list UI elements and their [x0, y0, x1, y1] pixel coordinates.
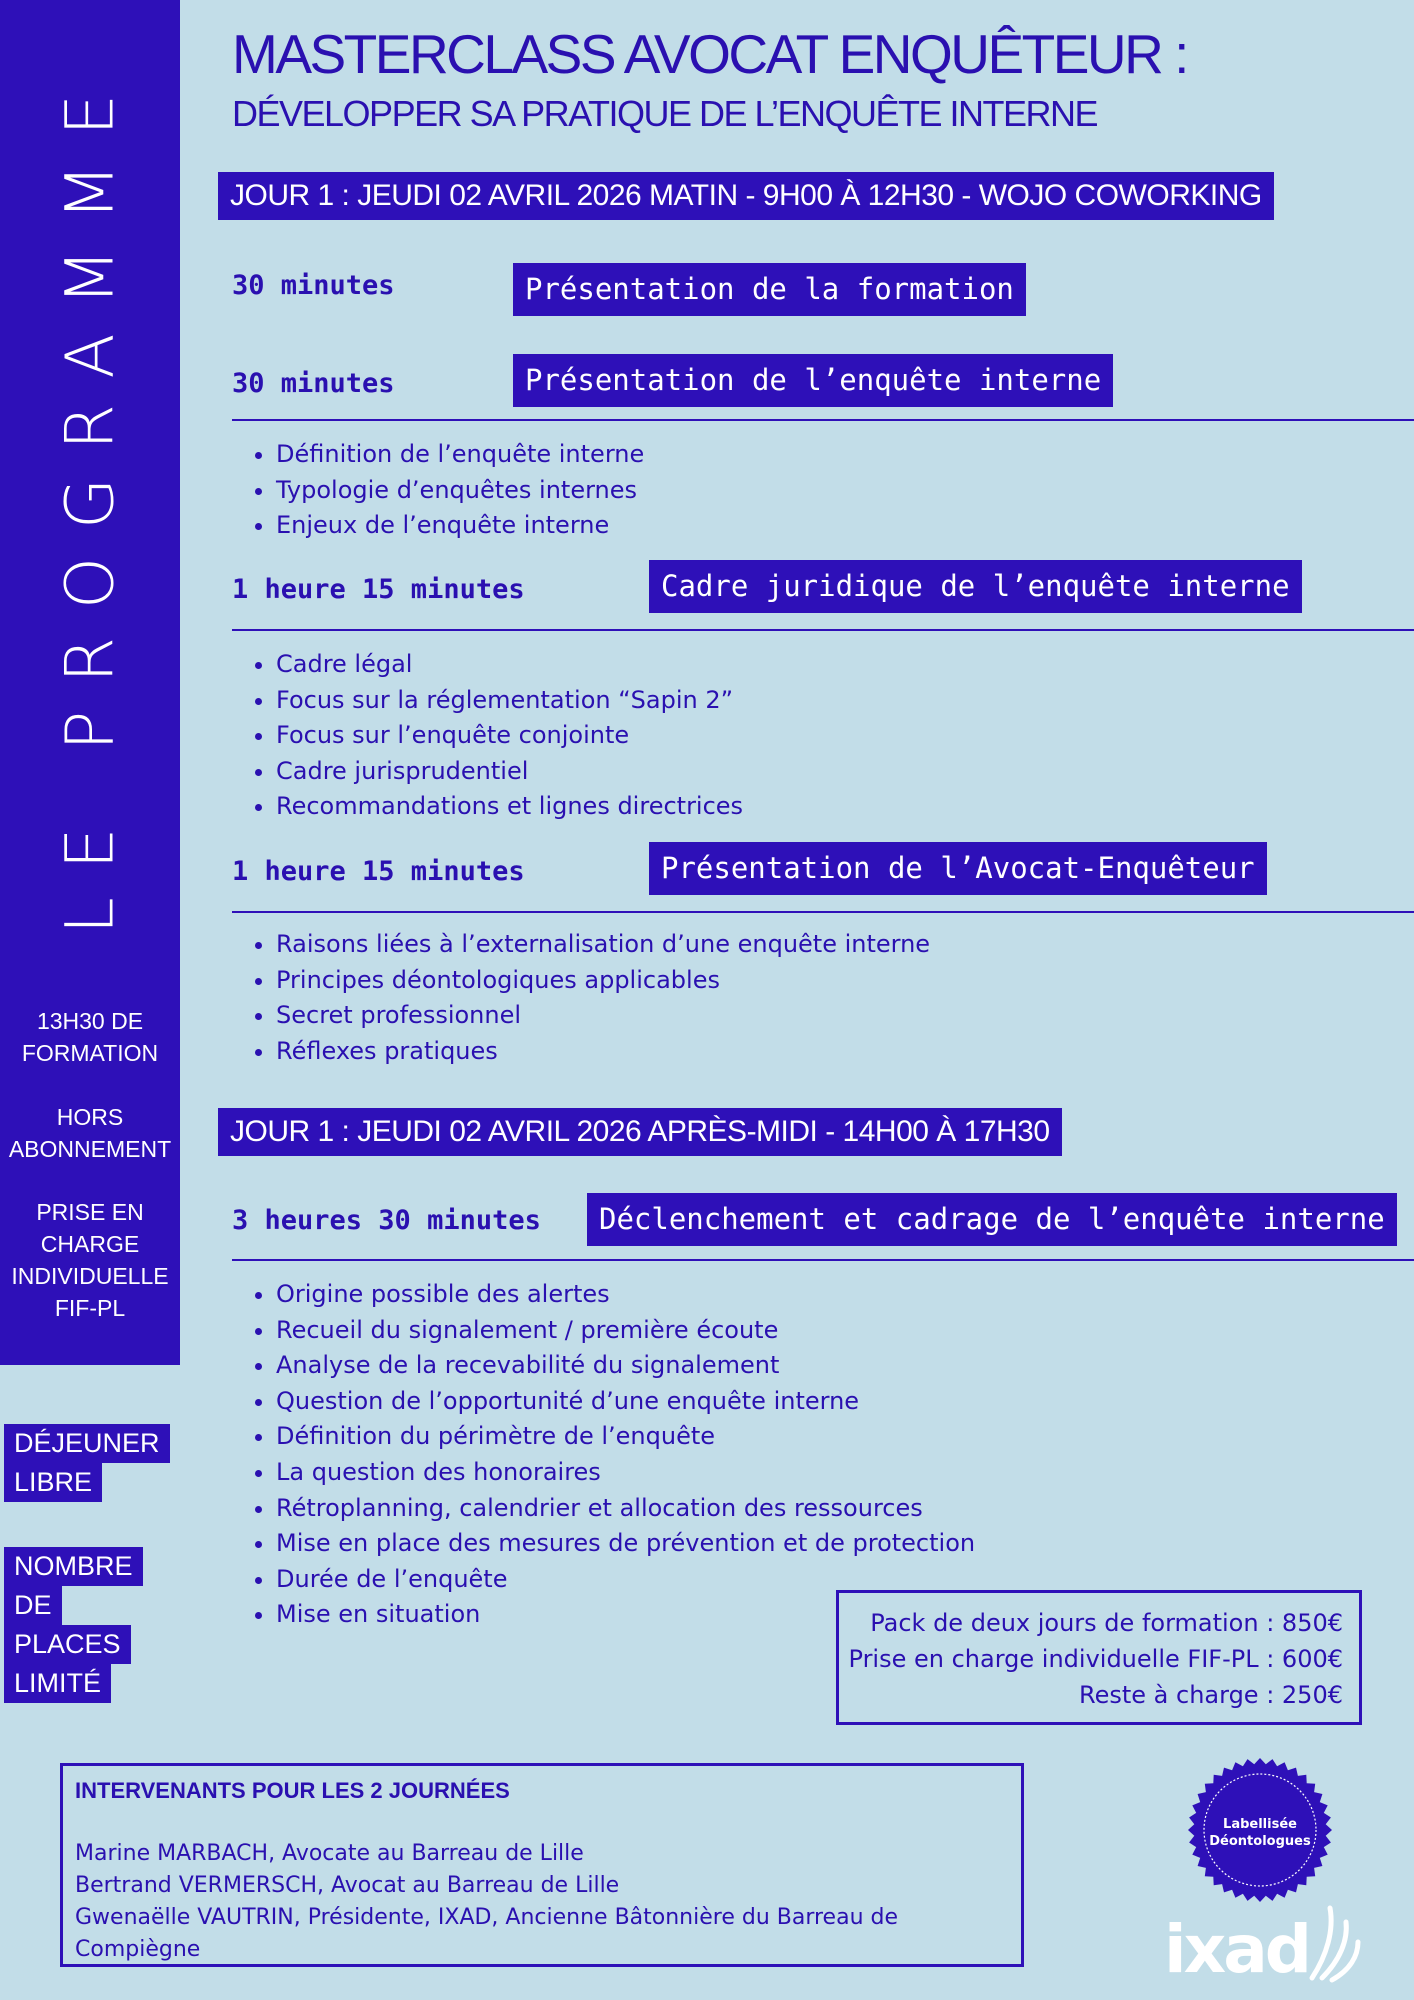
list-item: • Définition du périmètre de l’enquête — [276, 1419, 975, 1455]
session-title: Présentation de la formation — [513, 263, 1026, 316]
sidebar — [0, 0, 180, 1365]
divider — [232, 419, 1414, 421]
ixad-logo — [1162, 1900, 1362, 1990]
places-line: LIMITÉ — [4, 1664, 111, 1703]
note-line: ABONNEMENT — [8, 1136, 172, 1162]
page-subtitle: DÉVELOPPER SA PRATIQUE DE L’ENQUÊTE INTERNE — [232, 93, 1098, 134]
session-topics — [232, 437, 644, 544]
price-line: Pack de deux jours de formation : 850€ — [870, 1609, 1343, 1637]
seal-line: Déontologues — [1209, 1834, 1311, 1849]
lunch-line: DÉJEUNER — [4, 1424, 170, 1463]
speaker: Gwenaëlle VAUTRIN, Présidente, IXAD, Ancienne Bâtonnière du Barreau de Compiègne — [75, 1905, 899, 1962]
price-line: Reste à charge : 250€ — [1079, 1681, 1343, 1709]
session-topics — [232, 1277, 975, 1633]
speakers-box — [60, 1763, 1024, 1967]
session-duration: 1 heure 15 minutes — [232, 574, 525, 605]
list-item: • Focus sur l’enquête conjointe — [276, 718, 743, 754]
places-line: NOMBRE — [4, 1547, 143, 1586]
session-title: Cadre juridique de l’enquête interne — [649, 560, 1302, 613]
day-banner-morning: JOUR 1 : JEUDI 02 AVRIL 2026 MATIN - 9H00 À 12H30 - WOJO COWORKING — [218, 172, 1274, 220]
session-duration: 30 minutes — [232, 270, 395, 301]
list-item: • Rétroplanning, calendrier et allocation des ressources — [276, 1491, 975, 1527]
limited-places-tag — [4, 1547, 143, 1703]
list-item: • Recommandations et lignes directrices — [276, 789, 743, 825]
subscription-note — [0, 1101, 180, 1165]
session-duration: 3 heures 30 minutes — [232, 1205, 541, 1236]
vertical-title: LE PROGRAMME — [51, 65, 129, 935]
divider — [232, 911, 1414, 913]
session-duration: 30 minutes — [232, 368, 395, 399]
list-item: • Définition de l’enquête interne — [276, 437, 644, 473]
places-line: DE — [4, 1586, 62, 1625]
list-item: • Réflexes pratiques — [276, 1034, 930, 1070]
speaker: Marine MARBACH, Avocate au Barreau de Lille — [75, 1841, 584, 1866]
places-line: PLACES — [4, 1625, 131, 1664]
session-title: Déclenchement et cadrage de l’enquête interne — [587, 1193, 1397, 1246]
session-title: Présentation de l’Avocat-Enquêteur — [649, 842, 1267, 895]
list-item: • La question des honoraires — [276, 1455, 975, 1491]
session-topics — [232, 927, 930, 1069]
logo-leaf-icon — [1312, 1908, 1358, 1980]
list-item: • Secret professionnel — [276, 998, 930, 1034]
pricing-box — [836, 1590, 1362, 1725]
list-item: • Question de l’opportunité d’une enquête interne — [276, 1384, 975, 1420]
logo-text: ixad — [1164, 1911, 1309, 1988]
session-title: Présentation de l’enquête interne — [513, 354, 1113, 407]
session-topics — [232, 647, 743, 825]
list-item: • Mise en place des mesures de prévention et de protection — [276, 1526, 975, 1562]
note-line: CHARGE — [40, 1231, 140, 1257]
note-line: HORS — [56, 1104, 124, 1130]
lunch-tag — [4, 1424, 170, 1502]
list-item: • Cadre légal — [276, 647, 743, 683]
note-line: INDIVIDUELLE — [11, 1263, 169, 1289]
speakers-heading: INTERVENANTS POUR LES 2 JOURNÉES — [75, 1778, 510, 1803]
day-banner-afternoon: JOUR 1 : JEUDI 02 AVRIL 2026 APRÈS-MIDI - 14H00 À 17H30 — [218, 1108, 1062, 1156]
divider — [232, 1259, 1414, 1261]
list-item: • Analyse de la recevabilité du signalement — [276, 1348, 975, 1384]
list-item: • Recueil du signalement / première écoute — [276, 1313, 975, 1349]
price-line: Prise en charge individuelle FIF-PL : 600€ — [848, 1645, 1343, 1673]
session-duration: 1 heure 15 minutes — [232, 856, 525, 887]
note-line: FIF-PL — [54, 1295, 126, 1321]
list-item: • Durée de l’enquête — [276, 1562, 975, 1598]
lunch-line: LIBRE — [4, 1463, 102, 1502]
training-hours-note — [0, 1005, 180, 1069]
list-item: • Cadre jurisprudentiel — [276, 754, 743, 790]
list-item: • Focus sur la réglementation “Sapin 2” — [276, 683, 743, 719]
list-item: • Origine possible des alertes — [276, 1277, 975, 1313]
list-item: • Raisons liées à l’externalisation d’une enquête interne — [276, 927, 930, 963]
note-line: FORMATION — [21, 1040, 159, 1066]
label-seal-badge — [1187, 1757, 1333, 1903]
list-item: • Typologie d’enquêtes internes — [276, 473, 644, 509]
page-title: MASTERCLASS AVOCAT ENQUÊTEUR : — [232, 23, 1187, 85]
divider — [232, 629, 1414, 631]
note-line: PRISE EN — [36, 1199, 144, 1225]
seal-line: Labellisée — [1223, 1817, 1297, 1832]
note-line: 13H30 DE — [36, 1008, 144, 1034]
list-item: • Enjeux de l’enquête interne — [276, 508, 644, 544]
funding-note — [0, 1196, 180, 1324]
list-item: • Principes déontologiques applicables — [276, 963, 930, 999]
speaker: Bertrand VERMERSCH, Avocat au Barreau de Lille — [75, 1873, 620, 1898]
list-item: • Mise en situation — [276, 1597, 975, 1633]
